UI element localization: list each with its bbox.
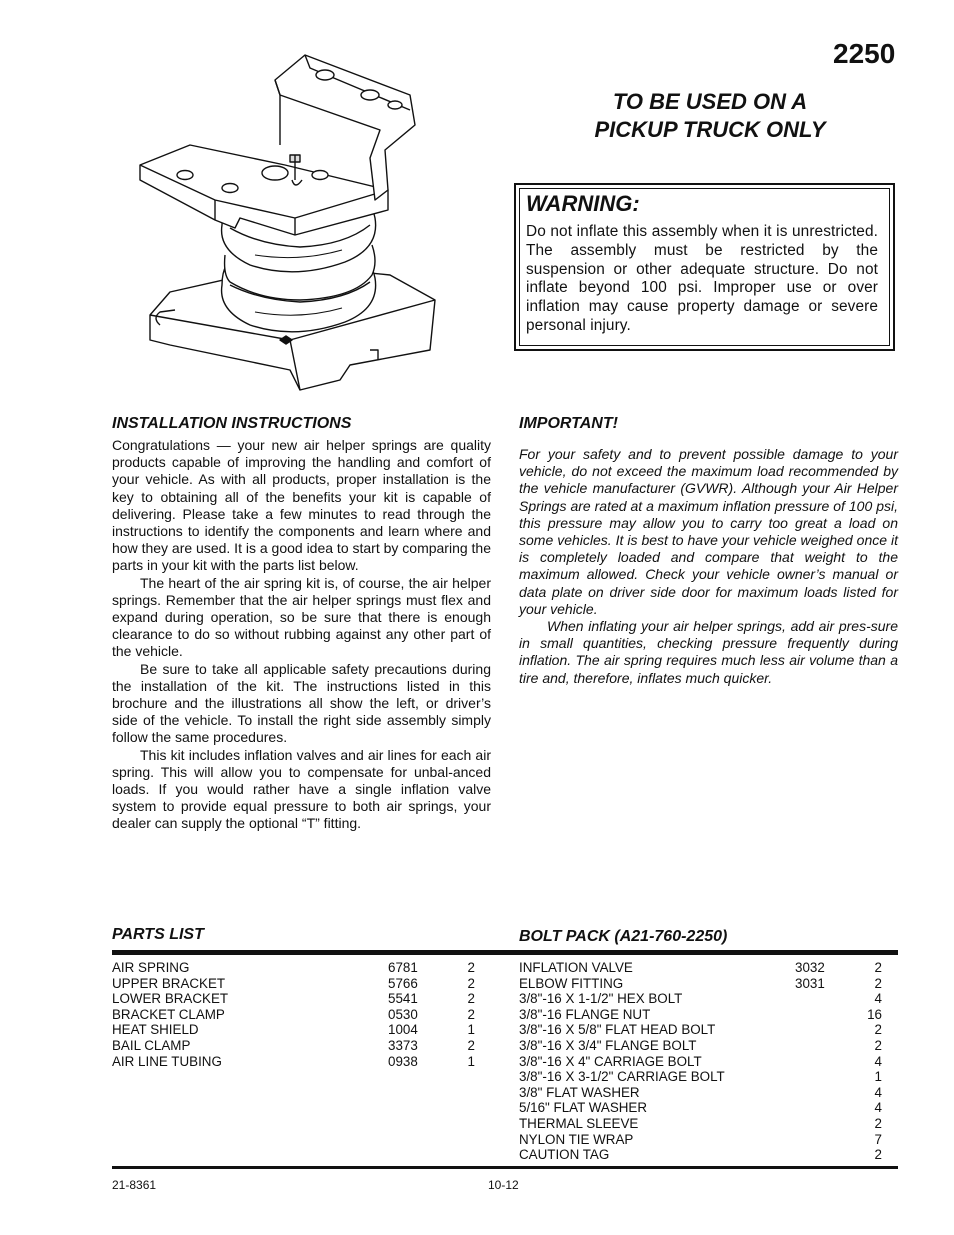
warning-box <box>514 183 895 351</box>
part-qty: 7 <box>874 1131 882 1147</box>
table-row <box>519 1116 889 1132</box>
part-qty: 2 <box>874 1022 882 1038</box>
part-name: AIR SPRING <box>112 960 190 975</box>
part-qty: 4 <box>874 1053 882 1069</box>
parts-list-heading: PARTS LIST <box>112 926 204 943</box>
table-row <box>519 1132 889 1148</box>
important-text <box>519 446 898 687</box>
part-name: 3/8"-16 FLANGE NUT <box>519 1006 651 1022</box>
table-row <box>519 1038 889 1054</box>
bolt-pack-table <box>519 960 889 1163</box>
part-number: 3032 <box>795 960 825 975</box>
bolt-pack-heading: BOLT PACK (A21-760-2250) <box>519 928 728 945</box>
part-qty: 2 <box>874 960 882 975</box>
warning-text: Do not inflate this assembly when it is unrestricted. The assembly must be restricted by the suspension or other adequate structure. Do not inflate beyond 100 psi. Improper use or over inflation may cause property damage or severe personal injury. <box>526 223 878 334</box>
installation-text <box>112 437 491 833</box>
part-name: 5/16" FLAT WASHER <box>519 1100 648 1116</box>
revision-date: 10-12 <box>488 1178 519 1192</box>
part-name: AIR LINE TUBING <box>112 1053 222 1069</box>
table-row <box>112 1022 482 1038</box>
table-row <box>519 976 889 992</box>
table-bottom-rule <box>112 1166 898 1169</box>
table-row <box>519 960 889 976</box>
table-row <box>519 1085 889 1101</box>
part-name: 3/8"-16 X 3-1/2" CARRIAGE BOLT <box>519 1069 725 1085</box>
table-top-rule <box>112 950 898 955</box>
usage-notice <box>570 88 850 144</box>
air-spring-assembly-illustration <box>130 50 445 395</box>
important-paragraph: When inflating your air helper springs, add air pres-sure in small quantities, checking pressure frequently during inflation. The air spring requires much less air volume than a tire and, therefore, inflates much quicker. <box>519 618 898 686</box>
table-row <box>112 991 482 1007</box>
part-name: BRACKET CLAMP <box>112 1006 225 1022</box>
installation-paragraph: This kit includes inflation valves and air lines for each air spring. This will allow you to compensate for unbal-anced loads. If you would rather have a single inflation valve system to provide equal pressure to both air springs, your dealer can supply the optional “T” fitting. <box>112 746 491 832</box>
part-qty: 1 <box>467 1053 475 1069</box>
part-number: 3031 <box>795 975 825 991</box>
table-row <box>519 1147 889 1163</box>
part-number: 3373 <box>388 1037 418 1053</box>
installation-heading: INSTALLATION INSTRUCTIONS <box>112 415 352 432</box>
part-name: LOWER BRACKET <box>112 991 229 1007</box>
part-name: 3/8"-16 X 3/4" FLANGE BOLT <box>519 1037 697 1053</box>
table-row <box>519 1007 889 1023</box>
part-qty: 4 <box>874 991 882 1007</box>
part-name: ELBOW FITTING <box>519 975 624 991</box>
part-number: 5766 <box>388 975 418 991</box>
part-qty: 2 <box>467 975 475 991</box>
table-row <box>112 1038 482 1054</box>
part-name: 3/8"-16 X 1-1/2" HEX BOLT <box>519 991 683 1007</box>
part-qty: 2 <box>874 1037 882 1053</box>
part-name: UPPER BRACKET <box>112 975 226 991</box>
part-name: 3/8" FLAT WASHER <box>519 1084 640 1100</box>
part-qty: 2 <box>467 960 475 975</box>
parts-list-table <box>112 960 482 1069</box>
table-row <box>112 1007 482 1023</box>
table-row <box>519 991 889 1007</box>
part-number: 1004 <box>388 1022 418 1038</box>
part-number: 5541 <box>388 991 418 1007</box>
table-row <box>519 1022 889 1038</box>
table-row <box>112 960 482 976</box>
part-qty: 2 <box>467 1037 475 1053</box>
part-qty: 2 <box>467 1006 475 1022</box>
table-row <box>112 976 482 992</box>
document-number: 21-8361 <box>112 1178 157 1192</box>
part-number: 0530 <box>388 1006 418 1022</box>
table-row <box>519 1054 889 1070</box>
part-name: HEAT SHIELD <box>112 1022 199 1038</box>
part-qty: 16 <box>867 1006 882 1022</box>
usage-line-1: TO BE USED ON A <box>612 89 808 114</box>
part-name: BAIL CLAMP <box>112 1037 191 1053</box>
part-name: CAUTION TAG <box>519 1147 610 1163</box>
part-qty: 2 <box>874 1115 882 1131</box>
installation-paragraph: Congratulations — your new air helper springs are quality products capable of improving the handling and comfort of your vehicle. As with all products, proper installation is the key to obtaining all of the benefits your kit is capable of delivering. Please take a few minutes to read through the instructions to identify the components and learn where and how they are used. It is a good idea to start by comparing the parts in your kit with the parts list below. <box>112 437 491 574</box>
part-name: INFLATION VALVE <box>519 960 633 975</box>
part-qty: 4 <box>874 1084 882 1100</box>
table-row <box>112 1054 482 1070</box>
usage-line-2: PICKUP TRUCK ONLY <box>594 117 826 142</box>
table-row <box>519 1100 889 1116</box>
part-qty: 2 <box>874 975 882 991</box>
model-number: 2250 <box>833 38 896 69</box>
part-name: 3/8"-16 X 5/8" FLAT HEAD BOLT <box>519 1022 716 1038</box>
part-qty: 2 <box>874 1147 882 1163</box>
part-qty: 2 <box>467 991 475 1007</box>
part-qty: 1 <box>467 1022 475 1038</box>
installation-paragraph: Be sure to take all applicable safety precautions during the installation of the kit. The instructions listed in this brochure and the illustrations all show the left, or driver’s side of the vehicle. To install the right side assembly simply follow the same procedures. <box>112 660 491 746</box>
part-name: NYLON TIE WRAP <box>519 1131 634 1147</box>
part-number: 6781 <box>388 960 418 975</box>
important-paragraph: For your safety and to prevent possible damage to your vehicle, do not exceed the maximum load recommended by the vehicle manufacturer (GVWR). Although your Air Helper Springs are rated at a maximum inflation pressure of 100 psi, this pressure may allow you to carry too great a load on some vehicles. It is best to have your vehicle weighed once it is completely loaded and compare that weight to the maximum allowed. Check your vehicle owner’s manual or data plate on driver side door for maximum loads listed for your vehicle. <box>519 446 898 617</box>
important-heading: IMPORTANT! <box>519 415 618 432</box>
part-qty: 4 <box>874 1100 882 1116</box>
part-qty: 1 <box>874 1069 882 1085</box>
part-name: THERMAL SLEEVE <box>519 1115 639 1131</box>
table-row <box>519 1069 889 1085</box>
warning-title: WARNING: <box>526 191 640 216</box>
part-name: 3/8"-16 X 4" CARRIAGE BOLT <box>519 1053 702 1069</box>
part-number: 0938 <box>388 1053 418 1069</box>
installation-paragraph: The heart of the air spring kit is, of course, the air helper springs. Remember that the air helper springs must flex and expand during operation, so be sure that there is enough clearance to do so without rubbing against any other part of the vehicle. <box>112 574 491 660</box>
